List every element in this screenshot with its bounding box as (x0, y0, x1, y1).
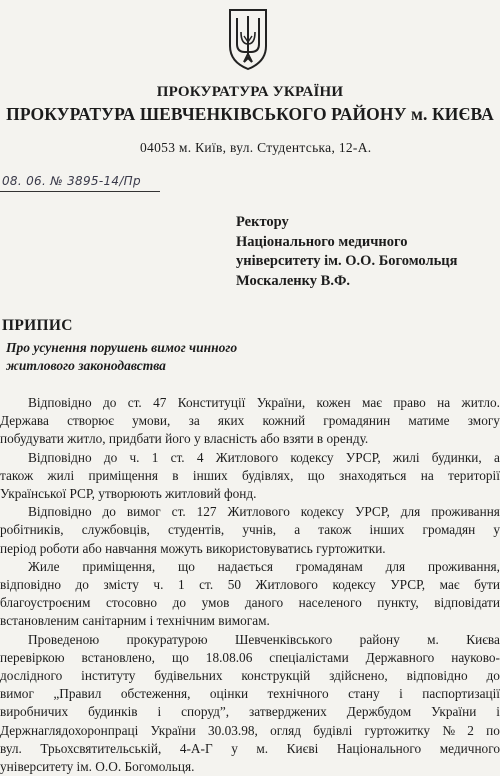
recipient-line: Ректору (236, 214, 289, 230)
org-name-line2: ПРОКУРАТУРА ШЕВЧЕНКІВСЬКОГО РАЙОНУ м. КИЄВА (6, 104, 494, 124)
body-line: побудувати житло, придбати його у власність або взяти в оренду. (0, 431, 369, 447)
body-line: Проведеною прокуратурою Шевченківського району м. Києва (28, 631, 500, 647)
org-address: 04053 м. Київ, вул. Студентська, 12-А. (140, 140, 372, 155)
body-line: виробничих будинків і споруд”, затверджених Держбудом України і (0, 704, 500, 720)
document-subject (6, 339, 237, 375)
body-line: Відповідно до ст. 47 Конституції України, кожен має право на житло. (28, 395, 500, 410)
body-line: робітників, службовців, студентів, учнів, а також інших громадян у (0, 522, 500, 538)
org-name-line1: ПРОКУРАТУРА УКРАЇНИ (156, 84, 344, 100)
subject-line: Про усунення порушень вимог чинного (6, 340, 238, 355)
subject-line: житлового законодавства (6, 358, 166, 373)
body-line: Жиле приміщення, що надається громадянам для проживання, (28, 558, 500, 574)
body-line: встановленим санітарним і технічним вимогам. (0, 613, 270, 629)
body-line: університету ім. О.О. Богомольця. (0, 759, 195, 775)
recipient-line: університету ім. О.О. Богомольця (236, 253, 458, 269)
body-line: дослідного інституту будівельних конструкцій здійснено, відповідно до (0, 668, 500, 684)
body-line: період роботи або навчання можуть використовуватись гуртожитки. (0, 540, 386, 556)
body-line: Держава створює умови, за яких кожний громадянин матиме змогу (0, 413, 500, 429)
body-line: вул. Трьохсвятительській, 4-А-Г у м. Києві Національного медичного (0, 740, 500, 756)
outgoing-number-underline (0, 191, 160, 192)
recipient-line: Москаленку В.Ф. (236, 272, 351, 289)
outgoing-number: 08. 06. № 3895-14/Пр (2, 174, 141, 188)
body-line: перевіркою встановлено, що 18.08.06 спеціалістами Державного науково- (0, 649, 500, 665)
recipient-line: Національного медичного (236, 233, 408, 250)
document-body (0, 394, 500, 776)
trident-emblem-icon (226, 6, 270, 72)
body-line: Української РСР, утворюють житловий фонд. (0, 486, 257, 502)
body-line: також жилі приміщення в інших будівлях, що знаходяться на території (0, 467, 500, 483)
body-line: Відповідно до ч. 1 ст. 4 Житлового кодексу УРСР, жилі будинки, а (28, 449, 500, 465)
body-line: Держнаглядохоронпраці України 30.03.98, огляд будівлі гуртожитку № 2 по (0, 722, 500, 738)
recipient-block (236, 213, 458, 291)
body-line: відповідно до змісту ч. 1 ст. 50 Житлового кодексу УРСР, має бути (0, 577, 500, 593)
body-line: Відповідно до вимог ст. 127 Житлового кодексу УРСР, для проживання (28, 504, 500, 520)
body-line: благоустроєним стосовно до умов даного населеного пункту, відповідати (0, 595, 500, 611)
document-title: ПРИПИС (2, 317, 73, 334)
body-line: вимог „Правил обстеження, оцінки технічного стану і паспортизації (0, 686, 500, 702)
